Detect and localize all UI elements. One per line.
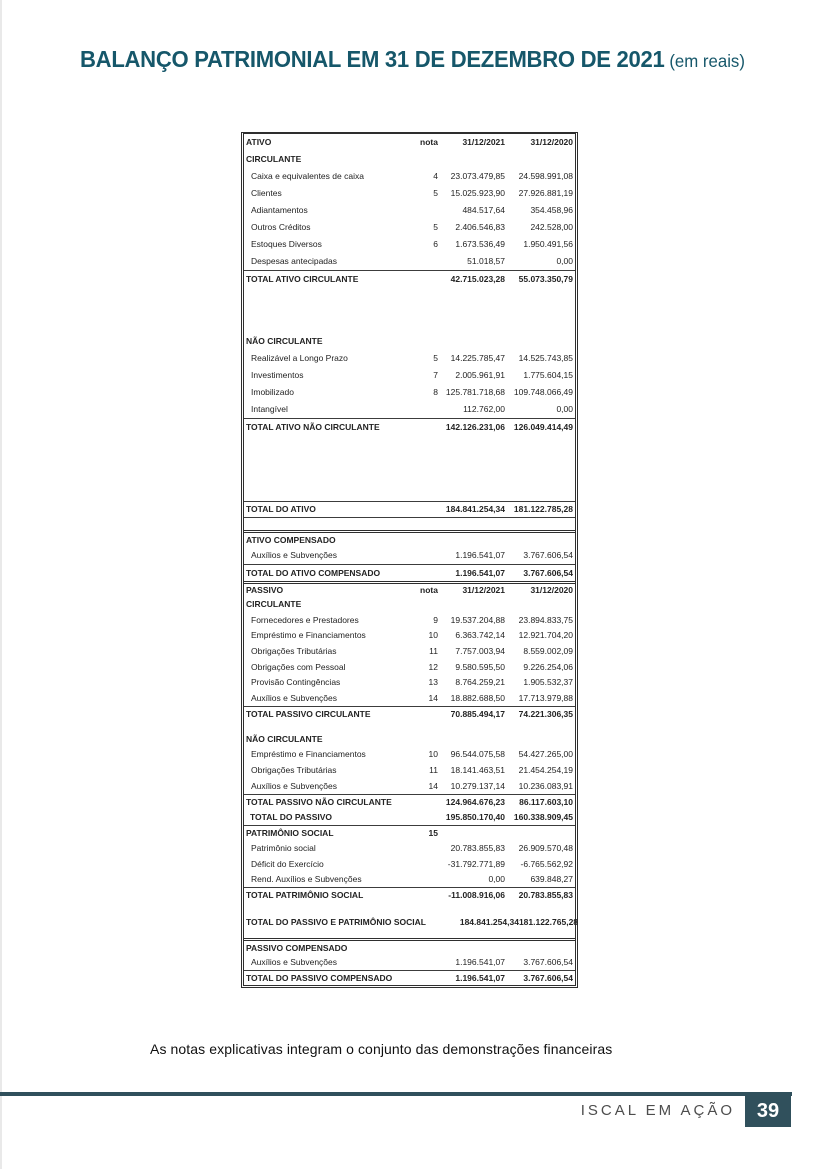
row-value-2020: 9.226.254,06 <box>523 661 573 672</box>
table-row <box>244 270 575 287</box>
row-label: TOTAL PASSIVO CIRCULANTE <box>246 708 371 719</box>
row-value-2021: 14.225.785,47 <box>450 353 505 364</box>
row-label: TOTAL DO ATIVO COMPENSADO <box>246 567 381 578</box>
row-value-2021: 484.517,64 <box>462 205 505 216</box>
row-value-2020: 0,00 <box>556 256 573 267</box>
row-nota: 7 <box>433 370 438 381</box>
row-value-2021: 31/12/2021 <box>462 137 505 148</box>
row-value-2021: 18.141.463,51 <box>450 765 505 776</box>
row-value-2020: 1.775.604,15 <box>523 370 573 381</box>
row-value-2021: 1.196.541,07 <box>455 972 505 983</box>
row-value-2020: 31/12/2020 <box>530 585 573 596</box>
table-row <box>244 151 575 168</box>
row-nota: 5 <box>433 222 438 233</box>
table-row <box>244 501 575 518</box>
row-label: PASSIVO COMPENSADO <box>246 942 348 953</box>
row-label: Despesas antecipadas <box>251 256 338 267</box>
ativo-section <box>244 134 575 581</box>
page-title-text: BALANÇO PATRIMONIAL EM 31 DE DEZEMBRO DE 2021 <box>80 46 665 72</box>
row-value-2021: 7.757.003,94 <box>455 645 505 656</box>
row-value-2020: 109.748.066,49 <box>513 387 573 398</box>
row-value-2020: 74.221.306,35 <box>518 708 573 719</box>
table-row <box>244 597 575 613</box>
row-label: TOTAL ATIVO NÃO CIRCULANTE <box>246 421 380 432</box>
row-label: Auxílios e Subvenções <box>251 692 337 703</box>
row-value-2021: 42.715.023,28 <box>450 273 505 284</box>
table-row <box>244 612 575 628</box>
row-label: Auxílios e Subvenções <box>251 550 337 561</box>
row-label: Auxílios e Subvenções <box>251 956 337 967</box>
row-value-2021: 2.406.546,83 <box>455 222 505 233</box>
table-row <box>244 581 575 597</box>
row-value-2020: 55.073.350,79 <box>518 273 573 284</box>
table-row <box>244 384 575 401</box>
table-row <box>244 530 575 547</box>
row-value-2020: 160.338.909,45 <box>513 811 573 822</box>
table-row <box>244 134 575 151</box>
table-row <box>244 915 579 931</box>
table-row <box>244 185 575 202</box>
page-title <box>80 46 745 73</box>
row-value-2020: 126.049.414,49 <box>513 421 573 432</box>
table-row <box>244 659 575 675</box>
row-value-2021: 20.783.855,83 <box>450 843 505 854</box>
table-row <box>244 938 575 954</box>
row-value-2020: 26.909.570,48 <box>518 843 573 854</box>
row-nota: 5 <box>433 188 438 199</box>
table-row <box>244 872 575 888</box>
table-row <box>244 333 575 350</box>
row-label: TOTAL DO PASSIVO E PATRIMÔNIO SOCIAL <box>246 917 426 928</box>
row-value-2021: 184.841.254,34 <box>459 917 519 928</box>
table-row <box>244 418 575 435</box>
footer-brand: ISCAL EM AÇÃO <box>580 1102 735 1119</box>
row-label: NÃO CIRCULANTE <box>246 733 323 744</box>
table-row <box>244 794 575 810</box>
row-label: NÃO CIRCULANTE <box>246 336 323 347</box>
row-label: Adiantamentos <box>251 205 308 216</box>
row-value-2020: 1.905.532,37 <box>523 677 573 688</box>
row-value-2021: -31.792.771,89 <box>447 858 505 869</box>
table-row <box>244 367 575 384</box>
page-number-badge: 39 <box>745 1096 791 1127</box>
row-nota: 9 <box>433 614 438 625</box>
table-spacer <box>244 287 575 333</box>
row-value-2021: 195.850.170,40 <box>445 811 505 822</box>
row-value-2020: 181.122.785,28 <box>513 504 573 515</box>
row-value-2021: 184.841.254,34 <box>445 504 505 515</box>
table-row <box>244 643 575 659</box>
row-label: ATIVO <box>246 137 272 148</box>
row-nota: 6 <box>433 239 438 250</box>
row-nota: 4 <box>433 171 438 182</box>
table-spacer <box>244 721 575 731</box>
row-label: CIRCULANTE <box>246 599 302 610</box>
row-value-2021: 1.196.541,07 <box>455 956 505 967</box>
row-value-2020: 0,00 <box>556 404 573 415</box>
row-nota: 8 <box>433 387 438 398</box>
row-value-2020: 3.767.606,54 <box>523 972 573 983</box>
row-label: Fornecedores e Prestadores <box>251 614 359 625</box>
passivo-section <box>244 581 579 985</box>
table-row <box>244 887 575 903</box>
table-row <box>244 809 575 825</box>
row-value-2021: 31/12/2021 <box>462 585 505 596</box>
row-value-2020: 27.926.881,19 <box>518 188 573 199</box>
row-value-2021: 70.885.494,17 <box>450 708 505 719</box>
row-value-2021: 18.882.688,50 <box>450 692 505 703</box>
row-value-2020: 21.454.254,19 <box>518 765 573 776</box>
row-label: Estoques Diversos <box>251 239 322 250</box>
row-nota: 12 <box>428 661 438 672</box>
row-value-2020: 354.458,96 <box>530 205 573 216</box>
row-value-2021: 112.762,00 <box>463 404 505 415</box>
row-label: PASSIVO <box>246 585 284 596</box>
row-label: Realizável a Longo Prazo <box>251 353 348 364</box>
table-row <box>244 970 575 986</box>
row-nota: 14 <box>428 780 438 791</box>
table-row <box>244 401 575 418</box>
row-value-2020: 17.713.979,88 <box>518 692 573 703</box>
row-value-2021: -11.008.916,06 <box>448 890 505 901</box>
row-value-2021: 15.025.923,90 <box>450 188 505 199</box>
table-row <box>244 253 575 270</box>
row-label: Clientes <box>251 188 282 199</box>
row-value-2020: 86.117.603,10 <box>519 796 573 807</box>
table-row <box>244 675 575 691</box>
row-value-2020: 181.122.765,28 <box>518 917 579 928</box>
table-row <box>244 706 575 722</box>
table-spacer <box>244 518 575 530</box>
row-value-2021: 8.764.259,21 <box>455 677 505 688</box>
row-label: TOTAL DO ATIVO <box>246 504 316 515</box>
row-value-2020: 3.767.606,54 <box>523 550 573 561</box>
row-value-2020: 3.767.606,54 <box>523 956 573 967</box>
row-label: ATIVO COMPENSADO <box>246 534 336 545</box>
row-label: TOTAL DO PASSIVO <box>250 811 333 822</box>
table-row <box>244 219 575 236</box>
row-nota: 11 <box>429 645 438 656</box>
row-value-2021: 96.544.075,58 <box>450 749 505 760</box>
row-value-2021: 1.196.541,07 <box>455 567 505 578</box>
row-label: Patrimônio social <box>251 843 316 854</box>
row-value-2020: 639.848,27 <box>530 874 573 885</box>
row-label: Auxílios e Subvenções <box>251 780 337 791</box>
row-value-2020: 31/12/2020 <box>530 137 573 148</box>
row-nota: 14 <box>428 692 438 703</box>
table-row <box>244 763 575 779</box>
page-title-suffix: (em reais) <box>669 51 745 71</box>
row-nota: 10 <box>428 749 438 760</box>
table-row <box>244 168 575 185</box>
row-value-2020: 10.236.083,91 <box>518 780 573 791</box>
row-value-2020: 3.767.606,54 <box>523 567 573 578</box>
row-value-2020: 8.559.002,09 <box>523 645 573 656</box>
table-row <box>244 954 575 970</box>
row-label: Obrigações Tributárias <box>251 765 337 776</box>
row-value-2020: 242.528,00 <box>530 222 573 233</box>
row-label: Investimentos <box>251 370 304 381</box>
row-label: TOTAL PASSIVO NÃO CIRCULANTE <box>246 796 392 807</box>
row-value-2021: 125.781.718,68 <box>445 387 505 398</box>
row-label: TOTAL ATIVO CIRCULANTE <box>246 273 359 284</box>
row-value-2020: 24.598.991,08 <box>518 171 573 182</box>
row-nota: 5 <box>433 353 438 364</box>
table-row <box>244 747 575 763</box>
row-value-2020: 14.525.743,85 <box>518 353 573 364</box>
row-value-2020: 20.783.855,83 <box>518 890 573 901</box>
row-label: Déficit do Exercício <box>251 858 324 869</box>
table-row <box>244 856 575 872</box>
row-label: TOTAL PATRIMÔNIO SOCIAL <box>246 890 364 901</box>
table-spacer <box>244 435 575 501</box>
row-value-2021: 10.279.137,14 <box>450 780 505 791</box>
notes-disclaimer: As notas explicativas integram o conjunto das demonstrações financeiras <box>150 1041 613 1057</box>
row-nota: 11 <box>429 765 438 776</box>
row-label: Provisão Contingências <box>251 677 341 688</box>
table-row <box>244 778 575 794</box>
table-row <box>244 350 575 367</box>
table-spacer <box>244 930 575 938</box>
row-nota: nota <box>420 137 438 148</box>
row-label: TOTAL DO PASSIVO COMPENSADO <box>246 972 393 983</box>
row-label: Rend. Auxílios e Subvenções <box>251 874 362 885</box>
scan-page-edge <box>0 0 2 1169</box>
row-label: Intangível <box>251 404 288 415</box>
row-value-2021: 0,00 <box>488 874 505 885</box>
row-value-2021: 1.673.536,49 <box>455 239 505 250</box>
row-label: Obrigações Tributárias <box>251 645 337 656</box>
table-row <box>244 547 575 564</box>
table-spacer <box>244 903 575 915</box>
row-label: Empréstimo e Financiamentos <box>251 749 366 760</box>
row-value-2021: 23.073.479,85 <box>450 171 505 182</box>
footer-rule <box>0 1092 792 1096</box>
row-value-2020: -6.765.562,92 <box>520 858 573 869</box>
row-nota: 13 <box>428 677 438 688</box>
table-row <box>244 690 575 706</box>
row-label: Imobilizado <box>251 387 294 398</box>
row-value-2020: 12.921.704,20 <box>518 630 573 641</box>
row-value-2021: 124.964.676,23 <box>445 796 505 807</box>
balance-sheet-table <box>241 132 578 988</box>
row-value-2021: 19.537.204,88 <box>450 614 505 625</box>
table-row <box>244 731 575 747</box>
table-row <box>244 564 575 581</box>
row-value-2020: 23.894.833,75 <box>518 614 573 625</box>
table-row <box>244 628 575 644</box>
table-row <box>244 825 575 841</box>
row-nota: 10 <box>428 630 438 641</box>
row-nota: 15 <box>428 827 438 838</box>
table-row <box>244 236 575 253</box>
row-value-2020: 1.950.491,56 <box>523 239 573 250</box>
table-row <box>244 841 575 857</box>
row-label: CIRCULANTE <box>246 154 302 165</box>
row-value-2020: 54.427.265,00 <box>518 749 573 760</box>
row-label: Outros Créditos <box>251 222 311 233</box>
row-value-2021: 2.005.961,91 <box>455 370 505 381</box>
row-label: PATRIMÔNIO SOCIAL <box>246 827 334 838</box>
row-label: Obrigações com Pessoal <box>251 661 346 672</box>
row-label: Caixa e equivalentes de caixa <box>251 171 364 182</box>
row-value-2021: 6.363.742,14 <box>455 630 505 641</box>
row-nota: nota <box>420 585 438 596</box>
table-row <box>244 202 575 219</box>
row-label: Empréstimo e Financiamentos <box>251 630 366 641</box>
row-value-2021: 9.580.595,50 <box>455 661 505 672</box>
row-value-2021: 142.126.231,06 <box>445 421 505 432</box>
row-value-2021: 1.196.541,07 <box>455 550 505 561</box>
row-value-2021: 51.018,57 <box>467 256 505 267</box>
